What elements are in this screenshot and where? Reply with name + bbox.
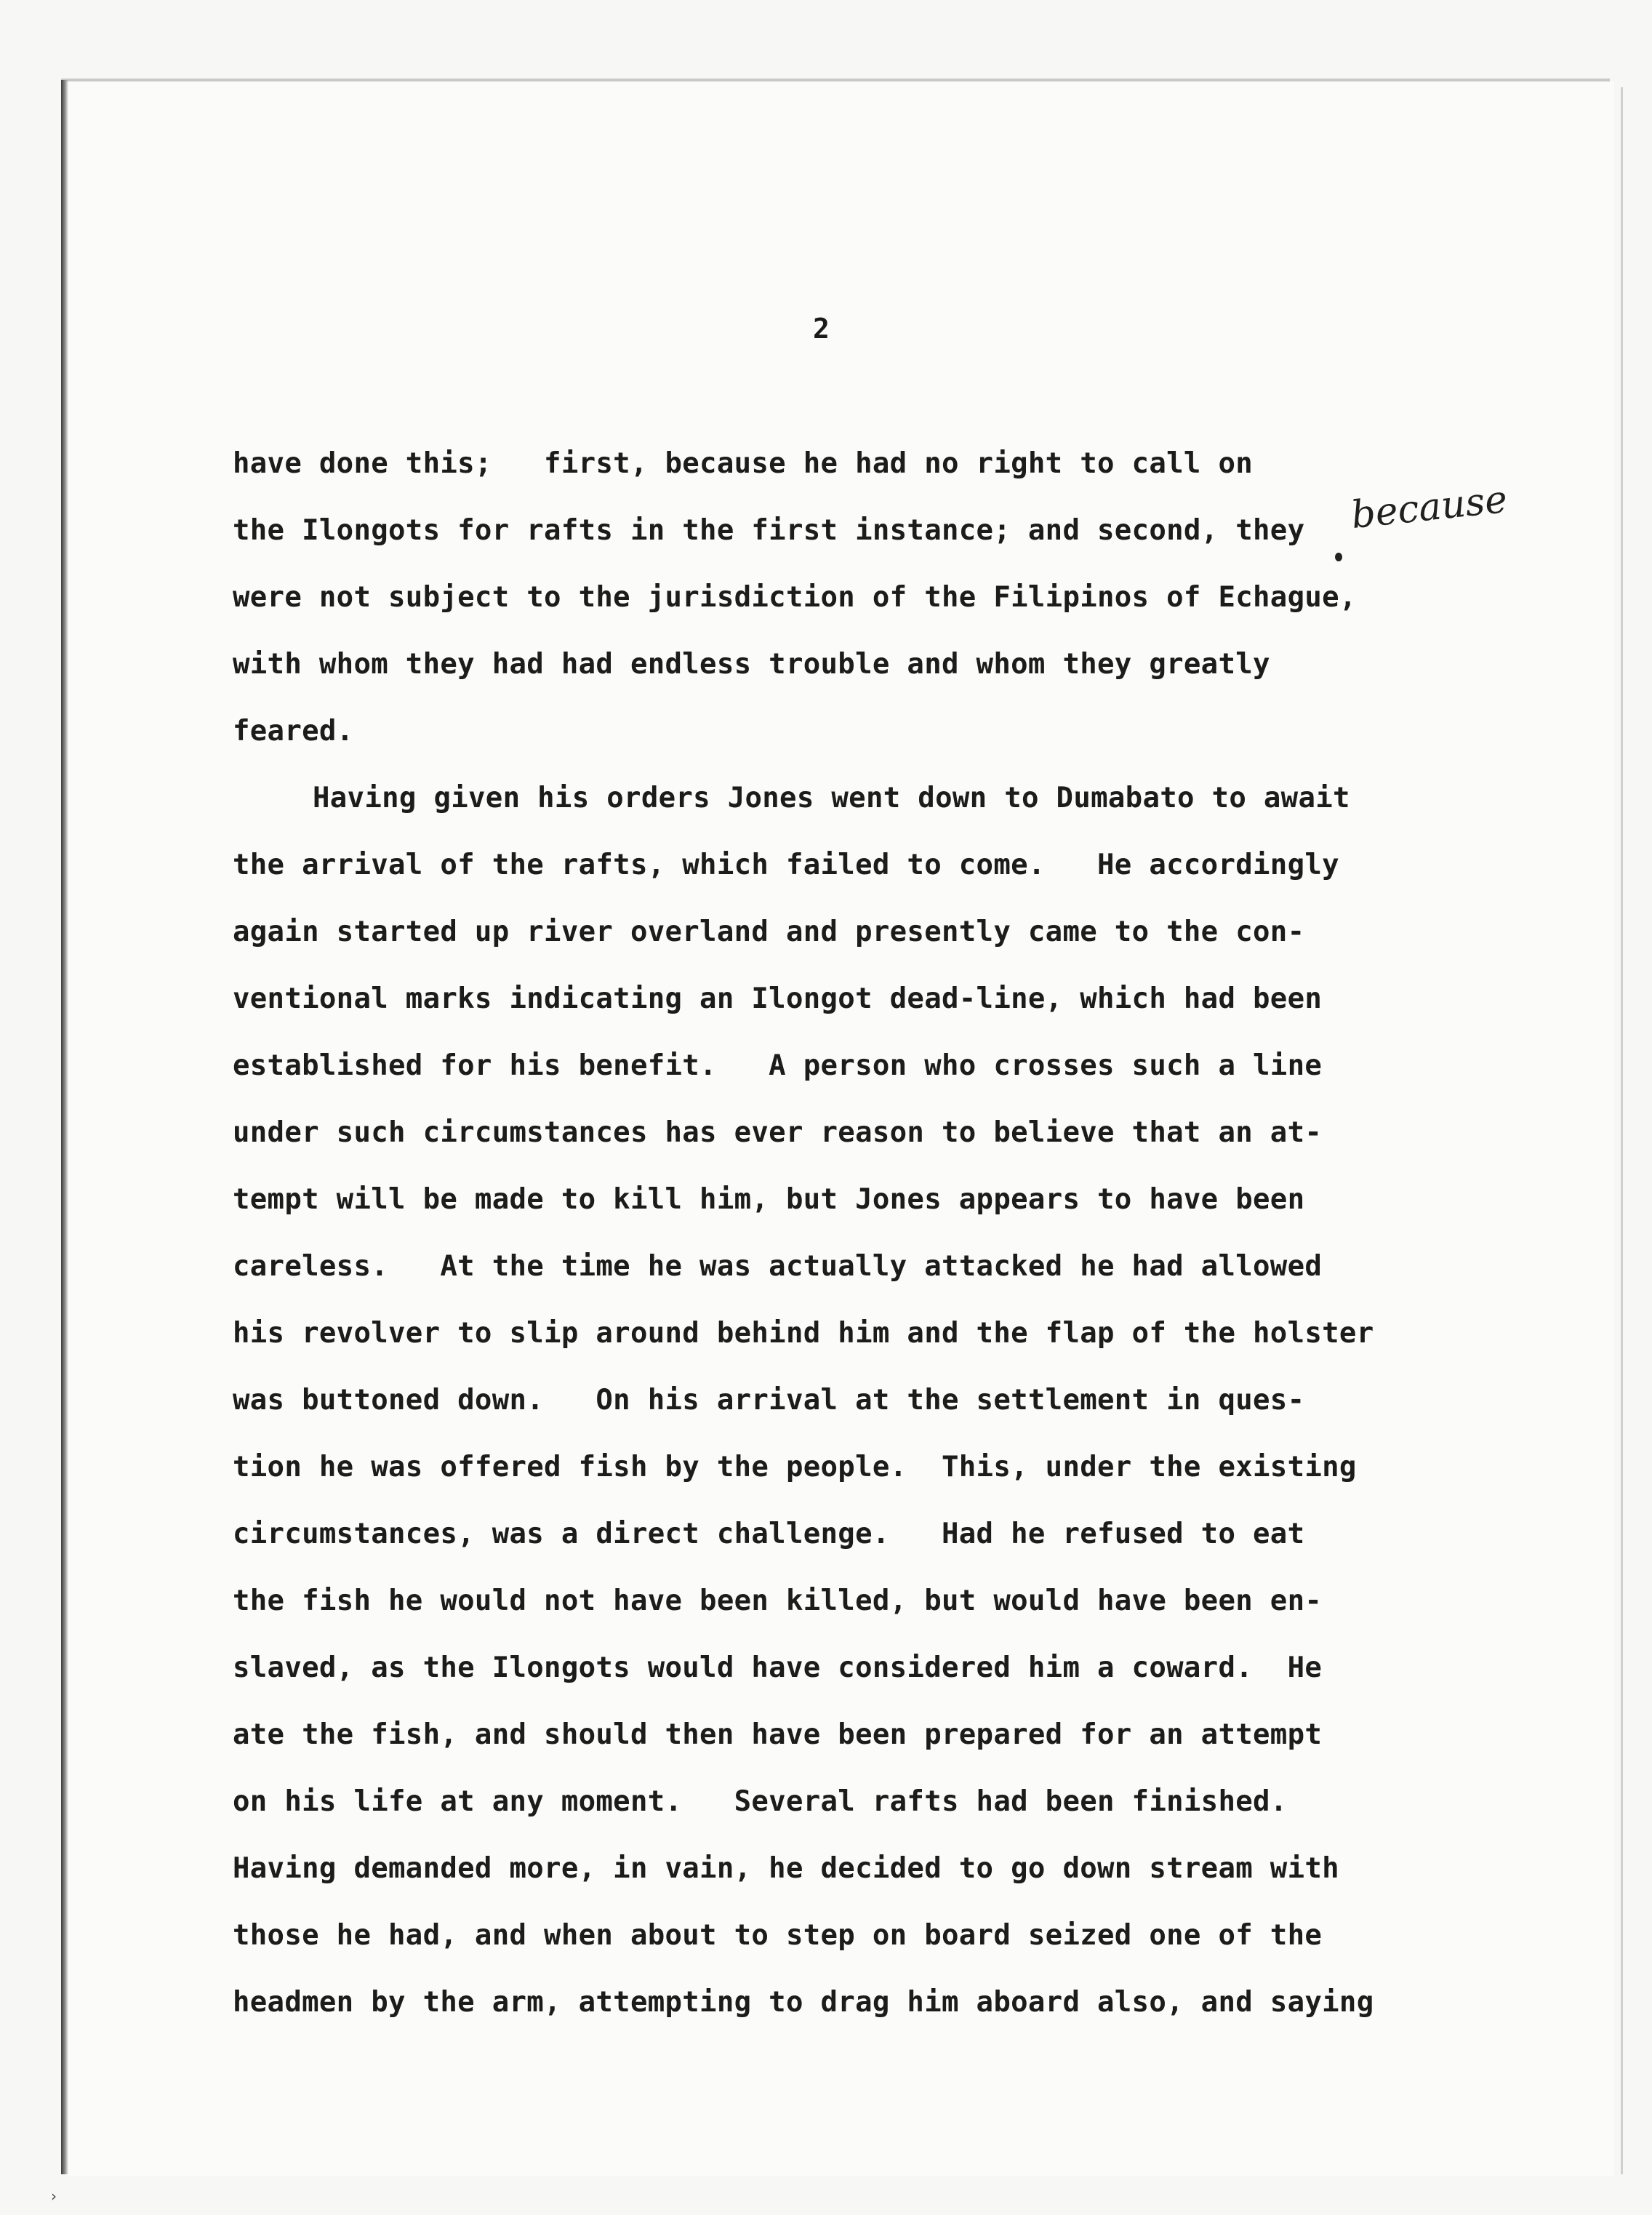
text-line: Having given his orders Jones went down to Dumabato to await — [313, 782, 1350, 814]
scan-edge-right — [1621, 87, 1623, 2174]
text-line: have done this; first, because he had no right to call on — [233, 447, 1254, 480]
text-line: circumstances, was a direct challenge. Had he refused to eat — [233, 1518, 1305, 1550]
text-line: ventional marks indicating an Ilongot dead-line, which had been — [233, 982, 1323, 1015]
text-line: slaved, as the Ilongots would have considered him a coward. He — [233, 1651, 1323, 1684]
text-line: established for his benefit. A person who crosses such a line — [233, 1049, 1323, 1082]
text-line: the arrival of the rafts, which failed to come. He accordingly — [233, 849, 1339, 881]
page-number: 2 — [813, 313, 830, 345]
text-line: under such circumstances has ever reason to believe that an at- — [233, 1116, 1323, 1149]
text-line: those he had, and when about to step on board seized one of the — [233, 1919, 1323, 1952]
text-line: were not subject to the jurisdiction of the Filipinos of Echague, — [233, 581, 1357, 614]
text-line: with whom they had had endless trouble and whom they greatly — [233, 648, 1270, 681]
scan-edge-left — [61, 80, 68, 2174]
text-line: ate the fish, and should then have been prepared for an attempt — [233, 1718, 1323, 1751]
text-line: on his life at any moment. Several rafts had been finished. — [233, 1785, 1288, 1818]
text-line: Having demanded more, in vain, he decided to go down stream with — [233, 1852, 1339, 1885]
typewritten-body — [233, 442, 1541, 2048]
text-line: tempt will be made to kill him, but Jones appears to have been — [233, 1183, 1305, 1216]
text-line: tion he was offered fish by the people. This, under the existing — [233, 1451, 1357, 1483]
text-line: the fish he would not have been killed, but would have been en- — [233, 1585, 1323, 1617]
scan-corner-mark: › — [51, 2187, 57, 2205]
text-line: headmen by the arm, attempting to drag him aboard also, and saying — [233, 1986, 1374, 2019]
text-line: the Ilongots for rafts in the first instance; and second, they — [233, 514, 1305, 547]
text-line: again started up river overland and presently came to the con- — [233, 916, 1305, 948]
text-line: his revolver to slip around behind him and the flap of the holster — [233, 1317, 1374, 1350]
handwritten-insertion: because — [1349, 477, 1509, 538]
text-line: feared. — [233, 715, 354, 748]
text-line: careless. At the time he was actually attacked he had allowed — [233, 1250, 1323, 1283]
text-line: was buttoned down. On his arrival at the settlement in ques- — [233, 1384, 1305, 1417]
